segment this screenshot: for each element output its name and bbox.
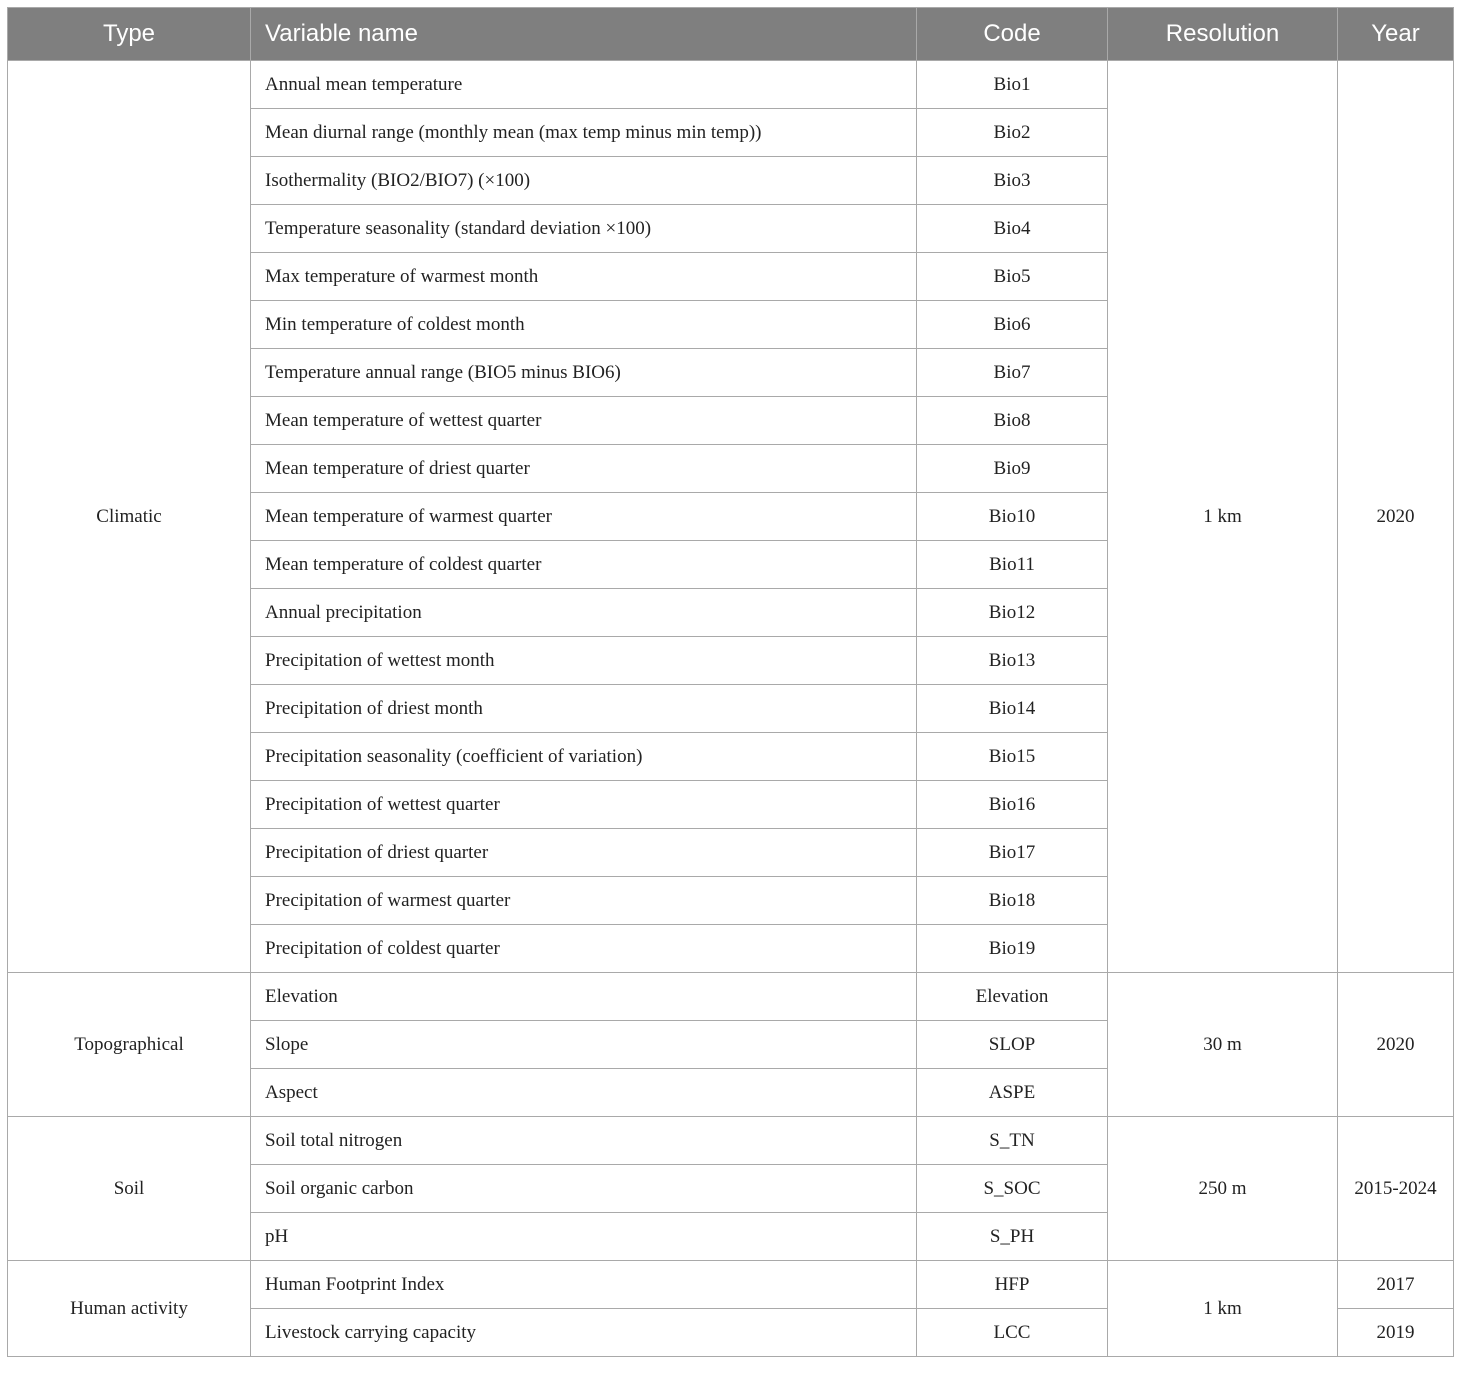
year-cell: 2020	[1338, 61, 1454, 973]
resolution-cell: 1 km	[1108, 1261, 1338, 1357]
variable-name-cell: Mean temperature of driest quarter	[251, 445, 917, 493]
type-cell: Topographical	[8, 973, 251, 1117]
code-cell: Bio5	[917, 253, 1108, 301]
header-resolution: Resolution	[1108, 8, 1338, 61]
variable-name-cell: Temperature seasonality (standard deviation ×100)	[251, 205, 917, 253]
code-cell: S_SOC	[917, 1165, 1108, 1213]
code-cell: S_PH	[917, 1213, 1108, 1261]
variable-name-cell: Mean temperature of wettest quarter	[251, 397, 917, 445]
variable-name-cell: Precipitation of wettest quarter	[251, 781, 917, 829]
code-cell: Bio17	[917, 829, 1108, 877]
header-variable-name: Variable name	[251, 8, 917, 61]
code-cell: Bio14	[917, 685, 1108, 733]
code-cell: Bio19	[917, 925, 1108, 973]
variable-name-cell: Precipitation seasonality (coefficient of variation)	[251, 733, 917, 781]
variable-name-cell: Min temperature of coldest month	[251, 301, 917, 349]
variable-name-cell: Human Footprint Index	[251, 1261, 917, 1309]
code-cell: HFP	[917, 1261, 1108, 1309]
code-cell: Bio10	[917, 493, 1108, 541]
table-row	[8, 1117, 1454, 1165]
code-cell: Bio11	[917, 541, 1108, 589]
variable-name-cell: Precipitation of driest month	[251, 685, 917, 733]
variable-name-cell: Slope	[251, 1021, 917, 1069]
type-cell: Soil	[8, 1117, 251, 1261]
header-type: Type	[8, 8, 251, 61]
code-cell: Bio2	[917, 109, 1108, 157]
code-cell: Elevation	[917, 973, 1108, 1021]
table-row	[8, 973, 1454, 1021]
code-cell: Bio6	[917, 301, 1108, 349]
variable-name-cell: Annual mean temperature	[251, 61, 917, 109]
code-cell: SLOP	[917, 1021, 1108, 1069]
code-cell: Bio7	[917, 349, 1108, 397]
year-cell: 2019	[1338, 1309, 1454, 1357]
code-cell: Bio13	[917, 637, 1108, 685]
year-cell: 2015-2024	[1338, 1117, 1454, 1261]
resolution-cell: 1 km	[1108, 61, 1338, 973]
variable-name-cell: Precipitation of wettest month	[251, 637, 917, 685]
variable-name-cell: Precipitation of coldest quarter	[251, 925, 917, 973]
variable-name-cell: Livestock carrying capacity	[251, 1309, 917, 1357]
code-cell: Bio1	[917, 61, 1108, 109]
code-cell: Bio9	[917, 445, 1108, 493]
code-cell: Bio15	[917, 733, 1108, 781]
variable-name-cell: Mean diurnal range (monthly mean (max temp minus min temp))	[251, 109, 917, 157]
type-cell: Climatic	[8, 61, 251, 973]
code-cell: Bio16	[917, 781, 1108, 829]
variable-name-cell: Max temperature of warmest month	[251, 253, 917, 301]
variable-name-cell: pH	[251, 1213, 917, 1261]
variable-name-cell: Elevation	[251, 973, 917, 1021]
variables-table	[7, 7, 1454, 1357]
resolution-cell: 250 m	[1108, 1117, 1338, 1261]
table-row	[8, 1261, 1454, 1309]
year-cell: 2017	[1338, 1261, 1454, 1309]
variable-name-cell: Soil total nitrogen	[251, 1117, 917, 1165]
variable-name-cell: Isothermality (BIO2/BIO7) (×100)	[251, 157, 917, 205]
code-cell: ASPE	[917, 1069, 1108, 1117]
variable-name-cell: Precipitation of driest quarter	[251, 829, 917, 877]
header-row	[8, 8, 1454, 61]
variable-name-cell: Mean temperature of coldest quarter	[251, 541, 917, 589]
table-body	[8, 61, 1454, 1357]
code-cell: Bio12	[917, 589, 1108, 637]
variable-name-cell: Soil organic carbon	[251, 1165, 917, 1213]
variable-name-cell: Annual precipitation	[251, 589, 917, 637]
code-cell: Bio8	[917, 397, 1108, 445]
code-cell: Bio18	[917, 877, 1108, 925]
year-cell: 2020	[1338, 973, 1454, 1117]
variable-name-cell: Temperature annual range (BIO5 minus BIO6)	[251, 349, 917, 397]
code-cell: LCC	[917, 1309, 1108, 1357]
header-code: Code	[917, 8, 1108, 61]
code-cell: S_TN	[917, 1117, 1108, 1165]
table-row	[8, 61, 1454, 109]
table-header	[8, 8, 1454, 61]
variable-name-cell: Precipitation of warmest quarter	[251, 877, 917, 925]
code-cell: Bio3	[917, 157, 1108, 205]
variable-name-cell: Mean temperature of warmest quarter	[251, 493, 917, 541]
code-cell: Bio4	[917, 205, 1108, 253]
variable-name-cell: Aspect	[251, 1069, 917, 1117]
resolution-cell: 30 m	[1108, 973, 1338, 1117]
type-cell: Human activity	[8, 1261, 251, 1357]
header-year: Year	[1338, 8, 1454, 61]
